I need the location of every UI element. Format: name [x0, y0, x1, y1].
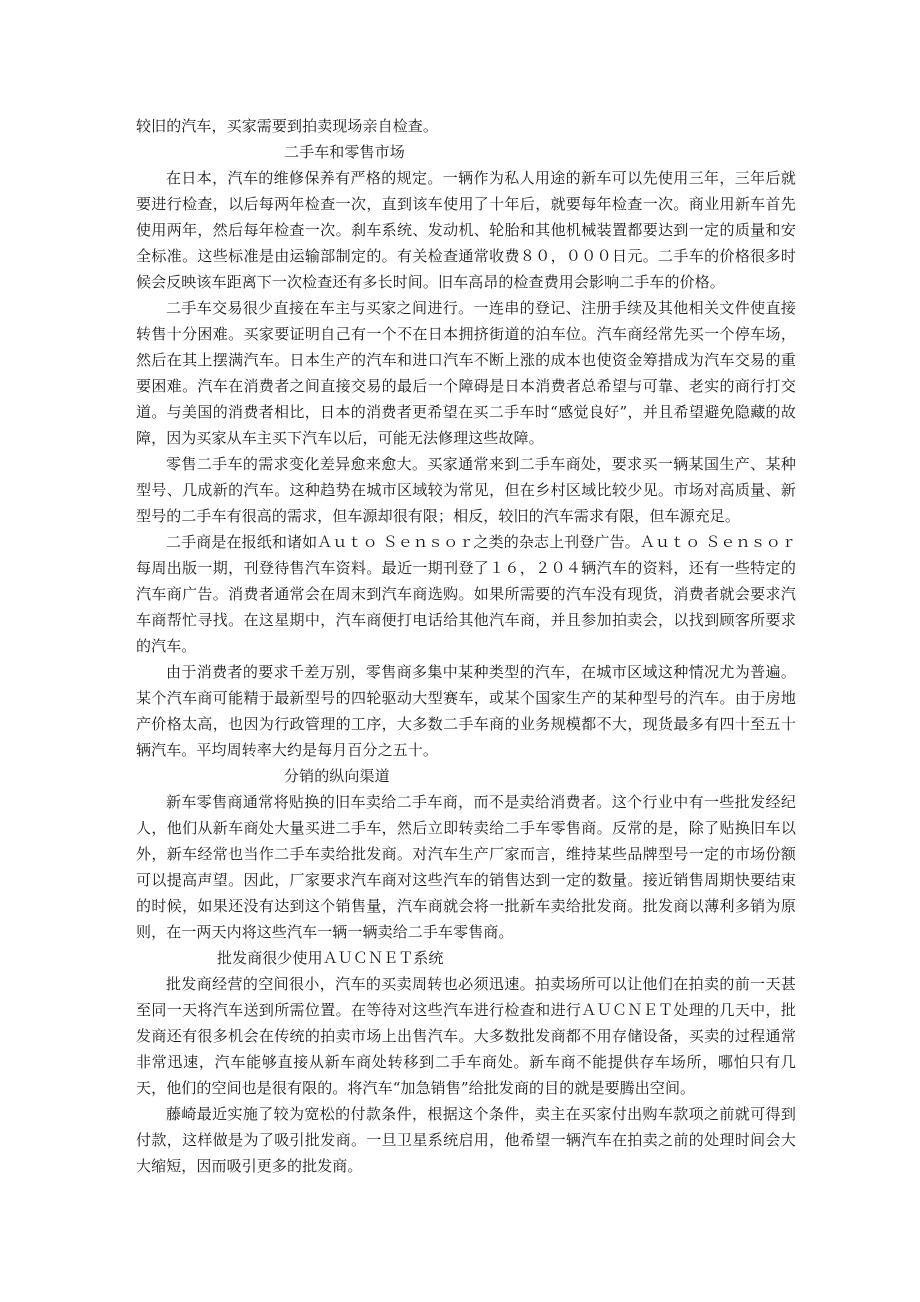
paragraph-advertising: 二手商是在报纸和诸如Ａｕｔｏ Ｓｅｎｓｏｒ之类的杂志上刊登广告。Ａｕｔｏ Ｓｅｎｓｏｒ每周出版一期，刊登待售汽车资料。最近一期刊登了１６，２０４辆汽车的资料，还有一些特定的汽车商广告。消费者通常会在周末到汽车商选购。如果所需要的汽车没有现货，消费者就会要求汽车商帮忙寻找。在这星期中，汽车商便打电话给其他汽车商，并且参加拍卖会，以找到顾客所要求的汽车。 — [136, 533, 796, 655]
paragraph-wholesaler-space: 批发商经营的空间很小，汽车的买卖周转也必须迅速。拍卖场所可以让他们在拍卖的前一天甚至同一天将汽车送到所需位置。在等待对这些汽车进行检查和进行ＡＵＣＮＥＴ处理的几天中，批发商还有很多机会在传统的拍卖市场上出售汽车。大多数批发商都不用存储设备，买卖的过程通常非常迅速，汽车能够直接从新车商处转移到二手车商处。新车商不能提供存车场所，哪怕只有几天，他们的空间也是很有限的。将汽车“加急销售”给批发商的目的就是要腾出空间。 — [136, 975, 796, 1097]
section-heading-vertical-channel: 分销的纵向渠道 — [284, 767, 390, 785]
paragraph-direct-trade-barriers: 二手车交易很少直接在车主与买家之间进行。一连串的登记、注册手续及其他相关文件使直接转售十分困难。买家要证明自己有一个不在日本拥挤街道的泊车位。汽车商经常先买一个停车场，然后在其上摆满汽车。日本生产的汽车和进口汽车不断上涨的成本也使资金筹措成为汽车交易的重要困难。汽车在消费者之间直接交易的最后一个障碍是日本消费者总希望与可靠、老实的商行打交道。与美国的消费者相比，日本的消费者更希望在买二手车时“感觉良好”，并且希望避免隐藏的故障，因为买家从车主买下汽车以后，可能无法修理这些故障。 — [136, 299, 796, 447]
paragraph-wholesale-brokers: 新车零售商通常将贴换的旧车卖给二手车商，而不是卖给消费者。这个行业中有一些批发经纪人，他们从新车商处大量买进二手车，然后立即转卖给二手车零售商。反常的是，除了贴换旧车以外，新车经常也当作二手车卖给批发商。对汽车生产厂家而言，维持某些品牌型号一定的市场份额可以提高声望。因此，厂家要求汽车商对这些汽车的销售达到一定的数量。接近销售周期快要结束的时候，如果还没有达到这个销售量，汽车商就会将一批新车卖给批发商。批发商以薄利多销为原则，在一两天内将这些汽车一辆一辆卖给二手车零售商。 — [136, 793, 796, 941]
opening-fragment: 较旧的汽车，买家需要到拍卖现场亲自检查。 — [136, 117, 439, 135]
section-heading-used-car-retail: 二手车和零售市场 — [284, 143, 405, 161]
paragraph-inspection-rules: 在日本，汽车的维修保养有严格的规定。一辆作为私人用途的新车可以先使用三年，三年后就要进行检查，以后每两年检查一次，直到该车使用了十年后，就要每年检查一次。商业用新车首先使用两年，然后每年检查一次。刹车系统、发动机、轮胎和其他机械装置都要达到一定的质量和安全标准。这些标准是由运输部制定的。有关检查通常收费８０，０００日元。二手车的价格很多时候会反映该车距离下一次检查还有多长时间。旧车高昂的检查费用会影响二手车的价格。 — [136, 169, 796, 291]
document-body — [136, 113, 796, 1179]
paragraph-payment-terms: 藤崎最近实施了较为宽松的付款条件，根据这个条件，卖主在买家付出购车款项之前就可得到付款，这样做是为了吸引批发商。一旦卫星系统启用，他希望一辆汽车在拍卖之前的处理时间会大大缩短，因而吸引更多的批发商。 — [136, 1105, 796, 1175]
paragraph-dealer-specialization: 由于消费者的要求千差万别，零售商多集中某种类型的汽车，在城市区域这种情况尤为普遍。某个汽车商可能精于最新型号的四轮驱动大型赛车，或某个国家生产的某种型号的汽车。由于房地产价格太高，也因为行政管理的工序，大多数二手车商的业务规模都不大，现货最多有四十至五十辆汽车。平均周转率大约是每月百分之五十。 — [136, 663, 796, 759]
section-heading-wholesalers-aucnet: 批发商很少使用ＡＵＣＮＥＴ系统 — [217, 949, 444, 967]
paragraph-demand-variation: 零售二手车的需求变化差异愈来愈大。买家通常来到二手车商处，要求买一辆某国生产、某种型号、几成新的汽车。这种趋势在城市区域较为常见，但在乡村区域比较少见。市场对高质量、新型号的二手车有很高的需求，但车源却很有限；相反，较旧的汽车需求有限，但车源充足。 — [136, 455, 796, 525]
